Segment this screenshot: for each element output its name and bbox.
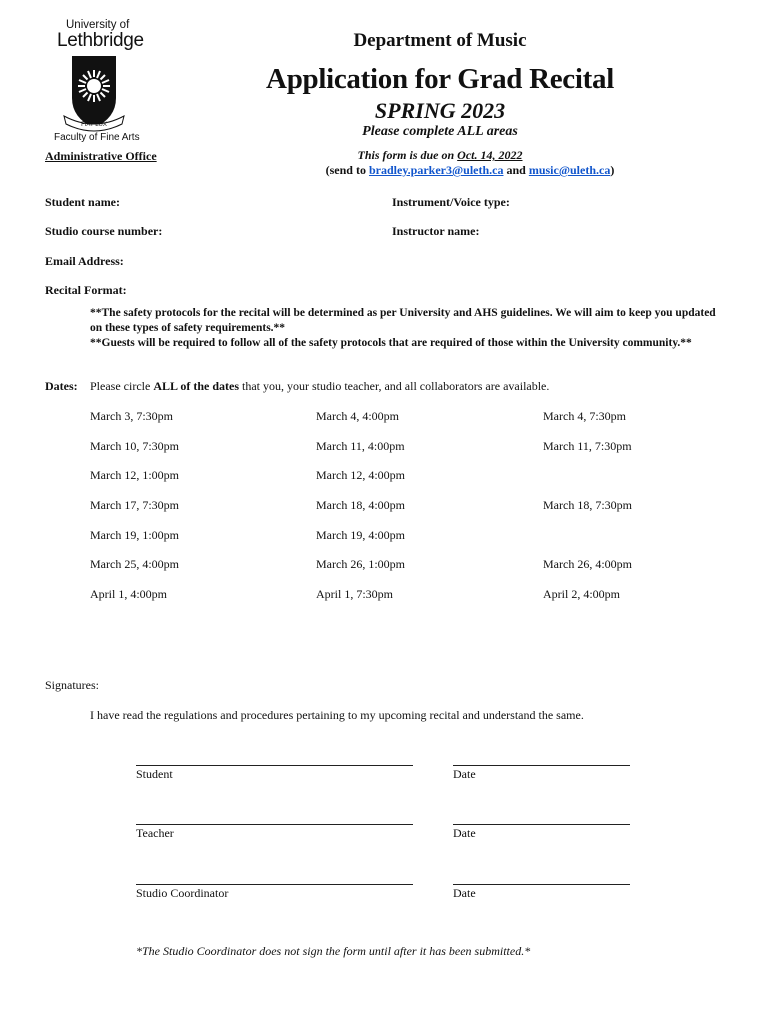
department-title: Department of Music — [353, 30, 527, 51]
office-label: Administrative Office — [45, 149, 157, 163]
date-option[interactable]: March 12, 4:00pm — [316, 468, 405, 482]
instrument-label: Instrument/Voice type: — [392, 195, 510, 209]
teacher-date-line[interactable] — [453, 824, 630, 825]
date-option[interactable]: March 4, 4:00pm — [316, 409, 399, 423]
send-suffix: ) — [610, 163, 615, 177]
date-option[interactable]: March 11, 7:30pm — [543, 439, 632, 453]
teacher-signature-caption: Teacher — [136, 826, 174, 840]
dates-instr-pre: Please circle — [90, 379, 154, 393]
date-option[interactable]: March 18, 7:30pm — [543, 498, 632, 512]
instruction-text: Please complete ALL areas — [362, 124, 518, 139]
acknowledgement-statement: I have read the regulations and procedures pertaining to my upcoming recital and understand the same. — [90, 708, 584, 722]
date-option[interactable]: March 10, 7:30pm — [90, 439, 179, 453]
signatures-label: Signatures: — [45, 678, 99, 692]
university-seal-icon — [60, 52, 128, 134]
instructor-label: Instructor name: — [392, 224, 480, 238]
due-notice — [270, 148, 610, 163]
date-option[interactable]: March 17, 7:30pm — [90, 498, 179, 512]
recital-format-label: Recital Format: — [45, 283, 127, 297]
student-signature-caption: Student — [136, 767, 173, 781]
dates-label: Dates: — [45, 379, 78, 393]
date-option[interactable]: March 12, 1:00pm — [90, 468, 179, 482]
date-option[interactable]: March 18, 4:00pm — [316, 498, 405, 512]
date-option[interactable]: March 26, 1:00pm — [316, 557, 405, 571]
date-option[interactable]: March 19, 1:00pm — [90, 528, 179, 542]
student-name-label: Student name: — [45, 195, 121, 209]
date-option[interactable]: March 11, 4:00pm — [316, 439, 405, 453]
studio-course-label: Studio course number: — [45, 224, 163, 238]
coordinator-date-line[interactable] — [453, 884, 630, 885]
student-signature-line[interactable] — [136, 765, 413, 766]
dates-instr-bold: ALL of the dates — [153, 379, 239, 393]
date-option[interactable]: April 1, 4:00pm — [90, 587, 167, 601]
date-option[interactable]: March 25, 4:00pm — [90, 557, 179, 571]
send-and: and — [503, 163, 529, 177]
email-link-bradley[interactable]: bradley.parker3@uleth.ca — [368, 163, 504, 177]
teacher-date-caption: Date — [453, 826, 476, 840]
svg-text:FIAT LUX: FIAT LUX — [81, 122, 107, 128]
date-option[interactable]: April 1, 7:30pm — [316, 587, 393, 601]
send-prefix: (send to — [325, 163, 369, 177]
date-option[interactable]: April 2, 4:00pm — [543, 587, 620, 601]
dates-instr-post: that you, your studio teacher, and all collaborators are available. — [238, 379, 550, 393]
send-to-line — [240, 163, 700, 178]
coordinator-date-caption: Date — [453, 886, 476, 900]
date-option[interactable]: March 19, 4:00pm — [316, 528, 405, 542]
email-link-music[interactable]: music@uleth.ca — [528, 163, 611, 177]
safety-note-2: **Guests will be required to follow all of the safety protocols that are required of those within the University community.** — [90, 337, 692, 349]
date-option[interactable]: March 26, 4:00pm — [543, 557, 632, 571]
due-prefix: This form is due on — [357, 148, 458, 162]
date-option[interactable]: March 3, 7:30pm — [90, 409, 173, 423]
form-title: Application for Grad Recital — [266, 63, 614, 95]
due-date: Oct. 14, 2022 — [457, 148, 523, 162]
student-date-line[interactable] — [453, 765, 630, 766]
faculty-name: Faculty of Fine Arts — [54, 132, 140, 143]
coordinator-signature-caption: Studio Coordinator — [136, 886, 229, 900]
email-address-label: Email Address: — [45, 254, 124, 268]
teacher-signature-line[interactable] — [136, 824, 413, 825]
coordinator-signature-line[interactable] — [136, 884, 413, 885]
dates-instruction — [90, 379, 549, 394]
university-small-text: University of — [66, 19, 130, 31]
season-subtitle: SPRING 2023 — [374, 98, 506, 123]
safety-notes — [90, 306, 720, 351]
student-date-caption: Date — [453, 767, 476, 781]
coordinator-footnote: *The Studio Coordinator does not sign the form until after it has been submitted.* — [136, 944, 531, 958]
university-name: Lethbridge — [57, 30, 144, 51]
date-option[interactable]: March 4, 7:30pm — [543, 409, 626, 423]
safety-note-1: **The safety protocols for the recital will be determined as per University and AHS guidelines. We will aim to keep you updated on these types of safety requirements.** — [90, 307, 716, 334]
